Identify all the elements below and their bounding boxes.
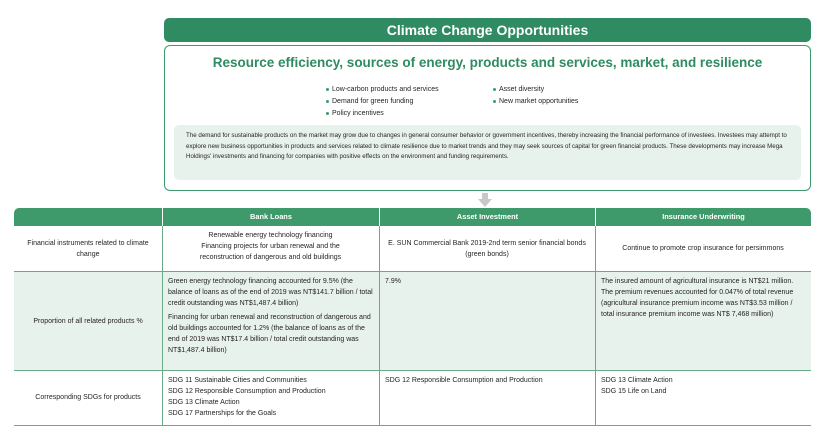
bullet-list-left [326,84,439,120]
bullet-item: Low-carbon products and services [326,84,439,96]
column-header-asset-investment: Asset Investment [379,208,595,226]
column-header-blank [14,208,162,226]
table-row [14,371,811,426]
arrow-down-icon [478,193,492,207]
opportunities-panel [164,45,811,191]
table-cell: E. SUN Commercial Bank 2019-2nd term senior financial bonds (green bonds) [388,240,586,258]
table-row [14,272,811,371]
bullet-item: Asset diversity [493,84,578,96]
row-label: Financial instruments related to climate change [27,240,149,258]
table-cell: SDG 12 Responsible Consumption and Production [385,377,543,384]
bullet-dot-icon [493,88,496,91]
bullet-item: New market opportunities [493,96,578,108]
description-box: The demand for sustainable products on the market may grow due to changes in general consumer behavior or government incentives, thereby increasing the financial performance of investees. Investees may attempt to explore new business opportunities in products and services related to climate resilience due to market trends and they may seek sources of capital for green financial products. These developments may increase Mega Holdings' investments and financing for companies with positive effects on the environment and funding requirements. [174,125,801,180]
table-cell: 7.9% [385,278,401,285]
bullet-item: Policy incentives [326,108,439,120]
table-cell: Green energy technology financing accounted for 9.5% (the balance of loans as of the end of 2019 was NT$141.7 billion / total credit outstanding was NT$1,487.4 billion) Financing for urban renewal and reconstruction of dangerous and old buildings accounted for 1.2% (the balance of loans as of the end of 2019 was NT$17.4 billion / total credit outstanding was NT$1,487.4 billion) [168,278,373,354]
bullet-dot-icon [326,88,329,91]
table-cell: SDG 11 Sustainable Cities and Communities SDG 12 Responsible Consumption and Production SDG 13 Climate Action SDG 17 Partnerships for the Goals [168,377,326,417]
row-label: Corresponding SDGs for products [35,394,141,401]
column-header-bank-loans: Bank Loans [162,208,379,226]
bullet-dot-icon [326,100,329,103]
table-header [14,208,811,226]
bullet-dot-icon [493,100,496,103]
table-cell: SDG 13 Climate Action SDG 15 Life on Land [601,377,673,395]
opportunities-table [14,208,811,426]
table-row [14,226,811,272]
page-title: Climate Change Opportunities [164,18,811,42]
bullet-dot-icon [326,112,329,115]
table-cell: Continue to promote crop insurance for persimmons [622,245,784,252]
row-label: Proportion of all related products % [33,318,143,325]
bullet-list-right [493,84,578,108]
panel-subtitle: Resource efficiency, sources of energy, products and services, market, and resilience [212,55,763,70]
table-cell: The insured amount of agricultural insurance is NT$21 million. The premium revenues accounted for 0.047% of total revenue (agricultural insurance premium income was NT$3.53 million / total insurance premium income was NT$ 7,468 million) [601,278,794,318]
bullet-item: Demand for green funding [326,96,439,108]
table-cell: Renewable energy technology financing Financing projects for urban renewal and the reconstruction of dangerous and old buildings [199,232,342,261]
column-header-insurance: Insurance Underwriting [595,208,811,226]
